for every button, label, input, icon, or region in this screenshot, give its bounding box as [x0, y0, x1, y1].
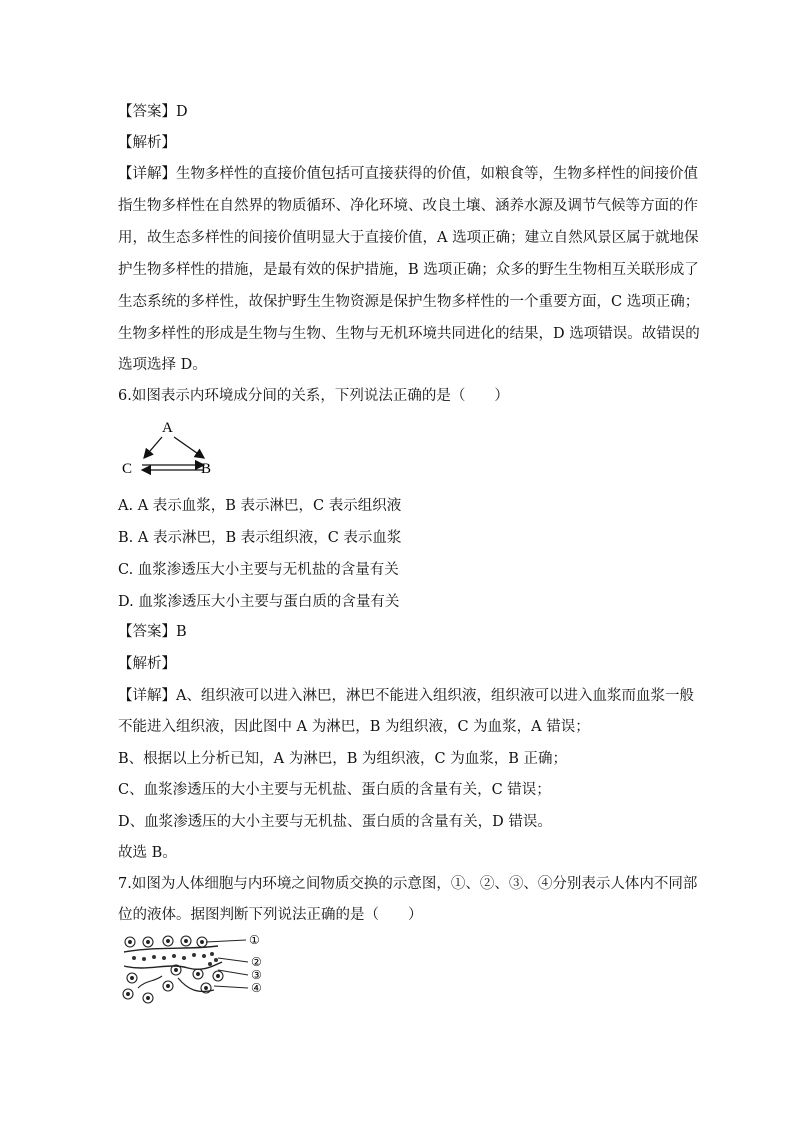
- q6-detail-line: C、血浆渗透压的大小主要与无机盐、蛋白质的含量有关，C 错误；: [118, 782, 551, 798]
- q7-cell-exchange-figure: [118, 932, 268, 1004]
- figure-label-4: ④: [251, 981, 262, 995]
- diagram-label-a: A: [162, 420, 173, 436]
- q6-detail-line: B、根据以上分析已知，A 为淋巴，B 为组织液，C 为血浆，B 正确；: [118, 751, 567, 767]
- q7-stem-line: 位的液体。据图判断下列说法正确的是（ ）: [118, 907, 423, 923]
- figure-label-3: ③: [251, 968, 262, 982]
- q6-triangle-diagram: [118, 414, 228, 480]
- cell-circles: [123, 936, 223, 1003]
- q7-stem-line: 7.如图为人体细胞与内环境之间物质交换的示意图，①、②、③、④分别表示人体内不同部: [118, 876, 698, 892]
- q6-stem: 6.如图表示内环境成分间的关系，下列说法正确的是（ ）: [118, 388, 509, 404]
- q5-detail-line: 指生物多样性在自然界的物质循环、净化环境、改良土壤、涵养水源及调节气候等方面的作: [118, 198, 698, 214]
- diagram-label-c: C: [122, 461, 133, 477]
- q6-detail-line: 不能进入组织液，因此图中 A 为淋巴，B 为组织液，C 为血浆，A 错误；: [118, 719, 590, 735]
- arrow-a-to-c: [144, 437, 162, 458]
- q6-analysis-label: 【解析】: [118, 656, 176, 672]
- q6-detail-line: D、血浆渗透压的大小主要与无机盐、蛋白质的含量有关，D 错误。: [118, 814, 552, 830]
- figure-label-1: ①: [249, 933, 260, 947]
- diagram-label-b: B: [201, 461, 212, 477]
- q5-detail-line: 生态系统的多样性，故保护野生生物资源是保护生物多样性的一个重要方面，C 选项正确；: [118, 294, 700, 310]
- q6-option-a: A. A 表示血浆，B 表示淋巴，C 表示组织液: [118, 498, 402, 514]
- q6-answer: 【答案】B: [118, 624, 187, 640]
- q6-option-d: D. 血浆渗透压大小主要与蛋白质的含量有关: [118, 594, 400, 610]
- q5-detail-line: 生物多样性的形成是生物与生物、生物与无机环境共同进化的结果，D 选项错误。故错误的: [118, 326, 700, 342]
- q5-analysis-label: 【解析】: [118, 135, 176, 151]
- q6-detail-line: 【详解】A、组织液可以进入淋巴，淋巴不能进入组织液，组织液可以进入血浆而血浆一般: [118, 688, 694, 704]
- q5-detail-line: 护生物多样性的措施，是最有效的保护措施，B 选项正确；众多的野生生物相互关联形成了: [118, 262, 699, 278]
- q6-option-c: C. 血浆渗透压大小主要与无机盐的含量有关: [118, 562, 399, 578]
- arrow-a-to-b: [174, 437, 204, 458]
- q5-detail-line: 选项选择 D。: [118, 357, 207, 373]
- figure-label-2: ②: [251, 955, 262, 969]
- q5-answer: 【答案】D: [118, 104, 188, 120]
- q6-option-b: B. A 表示淋巴，B 表示组织液，C 表示血浆: [118, 530, 402, 546]
- q5-detail-line: 【详解】生物多样性的直接价值包括可直接获得的价值，如粮食等，生物多样性的间接价值: [118, 166, 698, 182]
- plasma-particles: [132, 952, 218, 966]
- q6-detail-line: 故选 B。: [118, 845, 177, 861]
- q5-detail-line: 用，故生态多样性的间接价值明显大于直接价值，A 选项正确；建立自然风景区属于就地保: [118, 230, 699, 246]
